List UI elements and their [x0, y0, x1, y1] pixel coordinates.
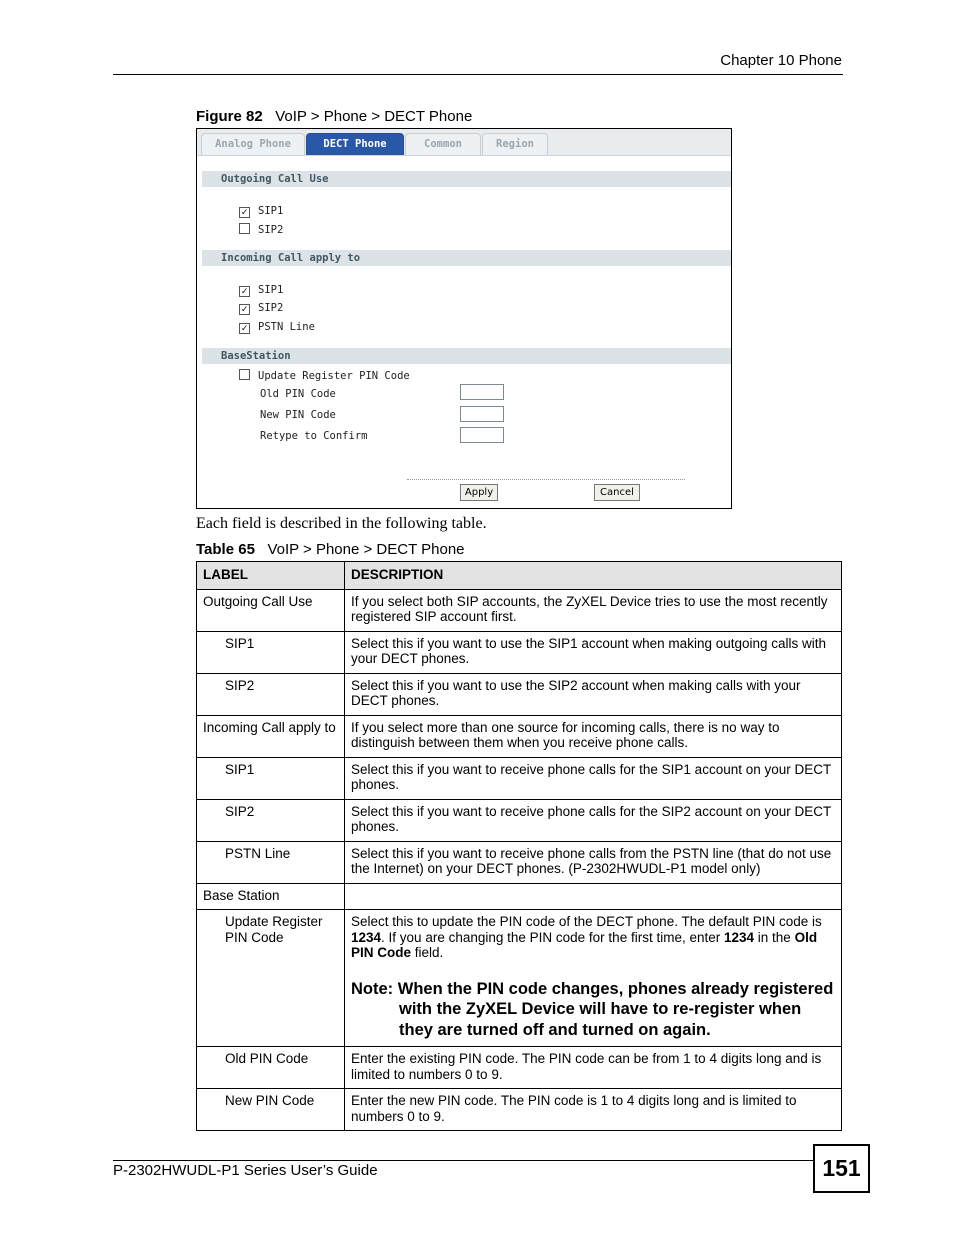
new-pin-label: New PIN Code — [260, 409, 336, 421]
table-row — [197, 715, 842, 757]
retype-pin-label: Retype to Confirm — [260, 430, 368, 442]
old-pin-label: Old PIN Code — [260, 388, 336, 400]
row-description — [345, 883, 842, 910]
note-text: Note: When the PIN code changes, phones already registered with the ZyXEL Device will have to re-register when they are turned off and turned on again. — [351, 979, 834, 1039]
row-label: Incoming Call apply to — [197, 715, 345, 757]
incoming-pstn-checkbox[interactable]: ✓ — [239, 323, 250, 334]
table-row — [197, 910, 842, 1047]
old-pin-input[interactable] — [460, 384, 504, 400]
outgoing-sip2-checkbox[interactable] — [239, 223, 250, 234]
page-number: 151 — [813, 1144, 870, 1193]
apply-button[interactable]: Apply — [460, 484, 498, 501]
row-label: SIP1 — [197, 631, 345, 673]
table-row — [197, 1047, 842, 1089]
outgoing-sip2-row[interactable] — [239, 223, 283, 236]
figure-title: VoIP > Phone > DECT Phone — [275, 108, 473, 125]
header-divider — [113, 74, 843, 75]
incoming-pstn-row[interactable] — [239, 321, 315, 334]
table-label: Table 65 — [196, 541, 255, 558]
tab-analog-phone[interactable]: Analog Phone — [201, 133, 305, 155]
description-table — [196, 561, 842, 1131]
cancel-button[interactable]: Cancel — [594, 484, 640, 501]
row-description: Select this if you want to receive phone calls for the SIP1 account on your DECT phones. — [345, 757, 842, 799]
col-label-header: LABEL — [197, 562, 345, 590]
row-description: Enter the existing PIN code. The PIN code can be from 1 to 4 digits long and is limited to numbers 0 to 9. — [345, 1047, 842, 1089]
row-label: SIP2 — [197, 799, 345, 841]
outgoing-sip1-label: SIP1 — [258, 205, 284, 217]
table-row — [197, 673, 842, 715]
row-label: Update Register PIN Code — [197, 910, 345, 1047]
button-separator — [407, 479, 685, 480]
row-label: Old PIN Code — [197, 1047, 345, 1089]
table-row — [197, 799, 842, 841]
row-description: Enter the new PIN code. The PIN code is 1 to 4 digits long and is limited to numbers 0 to 9. — [345, 1089, 842, 1131]
section-incoming-call: Incoming Call apply to — [202, 250, 731, 266]
desc-bold: 1234 — [723, 929, 755, 945]
desc-text: . If you are changing the PIN code for the first time, enter — [381, 929, 724, 945]
desc-text: field. — [411, 945, 444, 960]
row-description — [345, 910, 842, 1047]
retype-pin-input[interactable] — [460, 427, 504, 443]
tab-region[interactable]: Region — [482, 133, 548, 155]
row-label: New PIN Code — [197, 1089, 345, 1131]
desc-text: Select this to update the PIN code of the DECT phone. The default PIN code is — [351, 914, 822, 929]
tab-dect-phone[interactable]: DECT Phone — [306, 133, 404, 155]
desc-text: in the — [754, 929, 795, 945]
table-row — [197, 883, 842, 910]
row-description: Select this if you want to use the SIP1 account when making outgoing calls with your DECT phones. — [345, 631, 842, 673]
dect-phone-screenshot — [196, 128, 732, 509]
incoming-sip1-row[interactable] — [239, 284, 283, 297]
table-title: VoIP > Phone > DECT Phone — [267, 541, 465, 558]
outgoing-sip1-row[interactable] — [239, 205, 283, 218]
desc-bold: Old PIN Code — [351, 929, 818, 960]
body-paragraph: Each field is described in the following table. — [196, 515, 487, 532]
tab-bar — [197, 129, 731, 156]
update-pin-label: Update Register PIN Code — [258, 370, 410, 382]
table-row — [197, 757, 842, 799]
incoming-sip2-checkbox[interactable]: ✓ — [239, 304, 250, 315]
row-description: If you select both SIP accounts, the ZyXEL Device tries to use the most recently registered SIP account first. — [345, 589, 842, 631]
desc-bold: 1234 — [351, 929, 382, 945]
section-base-station: BaseStation — [202, 348, 731, 364]
row-description: Select this if you want to receive phone calls from the PSTN line (that do not use the Internet) on your DECT phones. (P-2302HWUDL-P1 model only) — [345, 841, 842, 883]
row-label: SIP1 — [197, 757, 345, 799]
row-description: Select this if you want to receive phone calls for the SIP2 account on your DECT phones. — [345, 799, 842, 841]
table-row — [197, 1089, 842, 1131]
update-pin-checkbox[interactable] — [239, 369, 250, 380]
chapter-header: Chapter 10 Phone — [720, 52, 842, 69]
table-header-row — [197, 562, 842, 590]
row-label: Outgoing Call Use — [197, 589, 345, 631]
table-row — [197, 841, 842, 883]
incoming-pstn-label: PSTN Line — [258, 321, 315, 333]
col-description-header: DESCRIPTION — [345, 562, 842, 590]
incoming-sip2-row[interactable] — [239, 302, 283, 315]
figure-caption — [196, 108, 472, 125]
row-label: PSTN Line — [197, 841, 345, 883]
table-row — [197, 631, 842, 673]
row-label: Base Station — [197, 883, 345, 910]
tab-common[interactable]: Common — [405, 133, 481, 155]
section-outgoing-call-use: Outgoing Call Use — [202, 171, 731, 187]
table-caption — [196, 541, 465, 558]
incoming-sip1-label: SIP1 — [258, 284, 284, 296]
new-pin-input[interactable] — [460, 406, 504, 422]
row-description: If you select more than one source for incoming calls, there is no way to distinguish between them when you receive phone calls. — [345, 715, 842, 757]
table-row — [197, 589, 842, 631]
outgoing-sip2-label: SIP2 — [258, 224, 284, 236]
row-description: Select this if you want to use the SIP2 account when making calls with your DECT phones. — [345, 673, 842, 715]
figure-label: Figure 82 — [196, 108, 263, 125]
footer-guide-title: P-2302HWUDL-P1 Series User’s Guide — [113, 1162, 378, 1179]
outgoing-sip1-checkbox[interactable]: ✓ — [239, 207, 250, 218]
update-pin-row[interactable] — [239, 369, 410, 382]
row-label: SIP2 — [197, 673, 345, 715]
incoming-sip2-label: SIP2 — [258, 302, 284, 314]
footer-divider — [113, 1160, 813, 1161]
incoming-sip1-checkbox[interactable]: ✓ — [239, 286, 250, 297]
